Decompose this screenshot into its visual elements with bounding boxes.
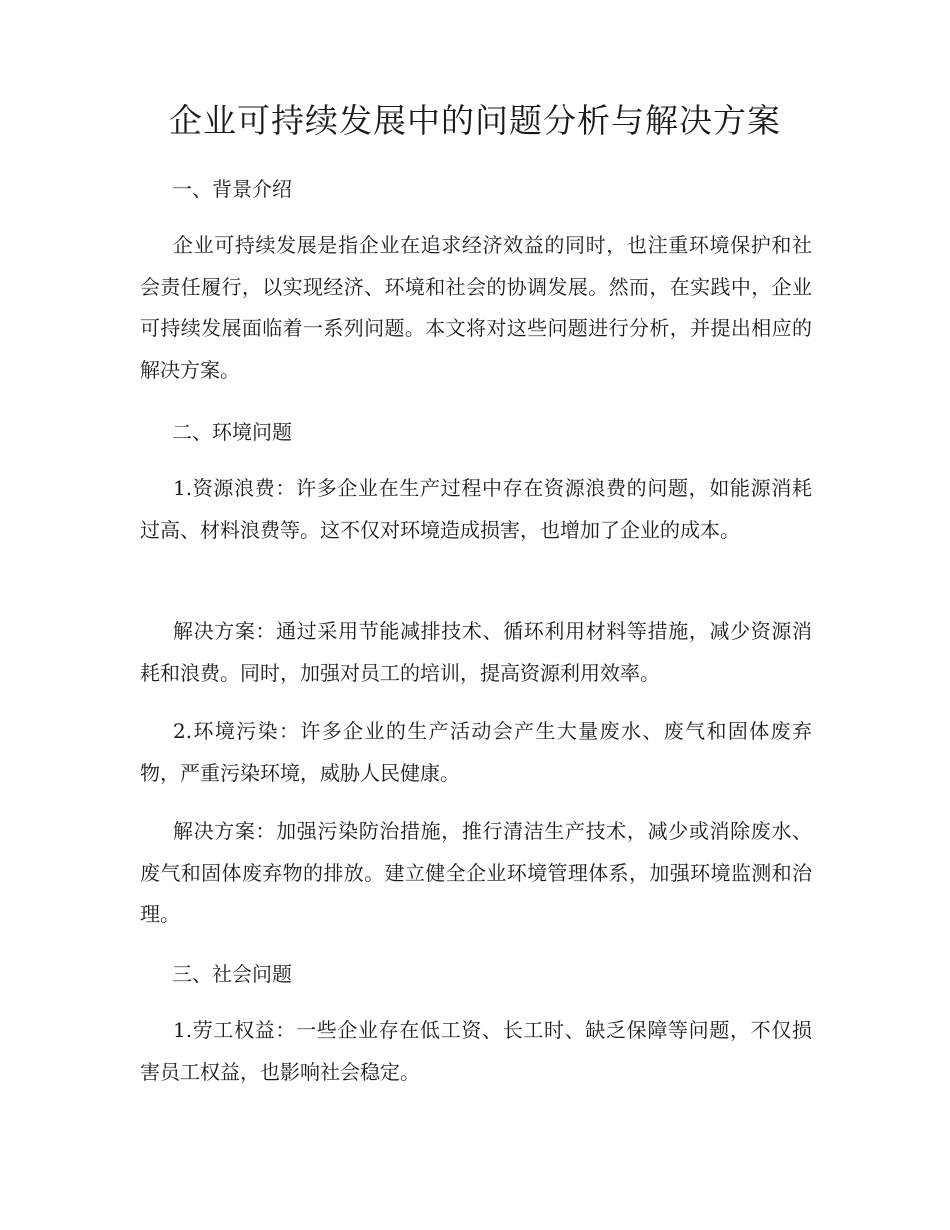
paragraph-resource-waste: 1.资源浪费：许多企业在生产过程中存在资源浪费的问题，如能源消耗过高、材料浪费等。这不仅对环境造成损害，也增加了企业的成本。 bbox=[140, 476, 812, 542]
paragraph-labor-rights: 1.劳工权益：一些企业存在低工资、长工时、缺乏保障等问题，不仅损害员工权益，也影响社会稳定。 bbox=[140, 1018, 812, 1084]
section-heading-social: 三、社会问题 bbox=[172, 962, 292, 986]
paragraph-resource-waste-solution: 解决方案：通过采用节能减排技术、循环利用材料等措施，减少资源消耗和浪费。同时，加强对员工的培训，提高资源利用效率。 bbox=[140, 619, 812, 685]
paragraph-background-intro: 企业可持续发展是指企业在追求经济效益的同时，也注重环境保护和社会责任履行，以实现经济、环境和社会的协调发展。然而，在实践中，企业可持续发展面临着一系列问题。本文将对这些问题进行分析，并提出相应的解决方案。 bbox=[140, 233, 812, 382]
section-heading-background: 一、背景介绍 bbox=[172, 177, 292, 201]
document-title: 企业可持续发展中的问题分析与解决方案 bbox=[169, 101, 781, 140]
section-heading-environment: 二、环境问题 bbox=[172, 420, 292, 444]
paragraph-pollution-solution: 解决方案：加强污染防治措施，推行清洁生产技术，减少或消除废水、废气和固体废弃物的排放。建立健全企业环境管理体系，加强环境监测和治理。 bbox=[140, 819, 812, 926]
paragraph-pollution: 2.环境污染：许多企业的生产活动会产生大量废水、废气和固体废弃物，严重污染环境，威胁人民健康。 bbox=[140, 719, 812, 785]
